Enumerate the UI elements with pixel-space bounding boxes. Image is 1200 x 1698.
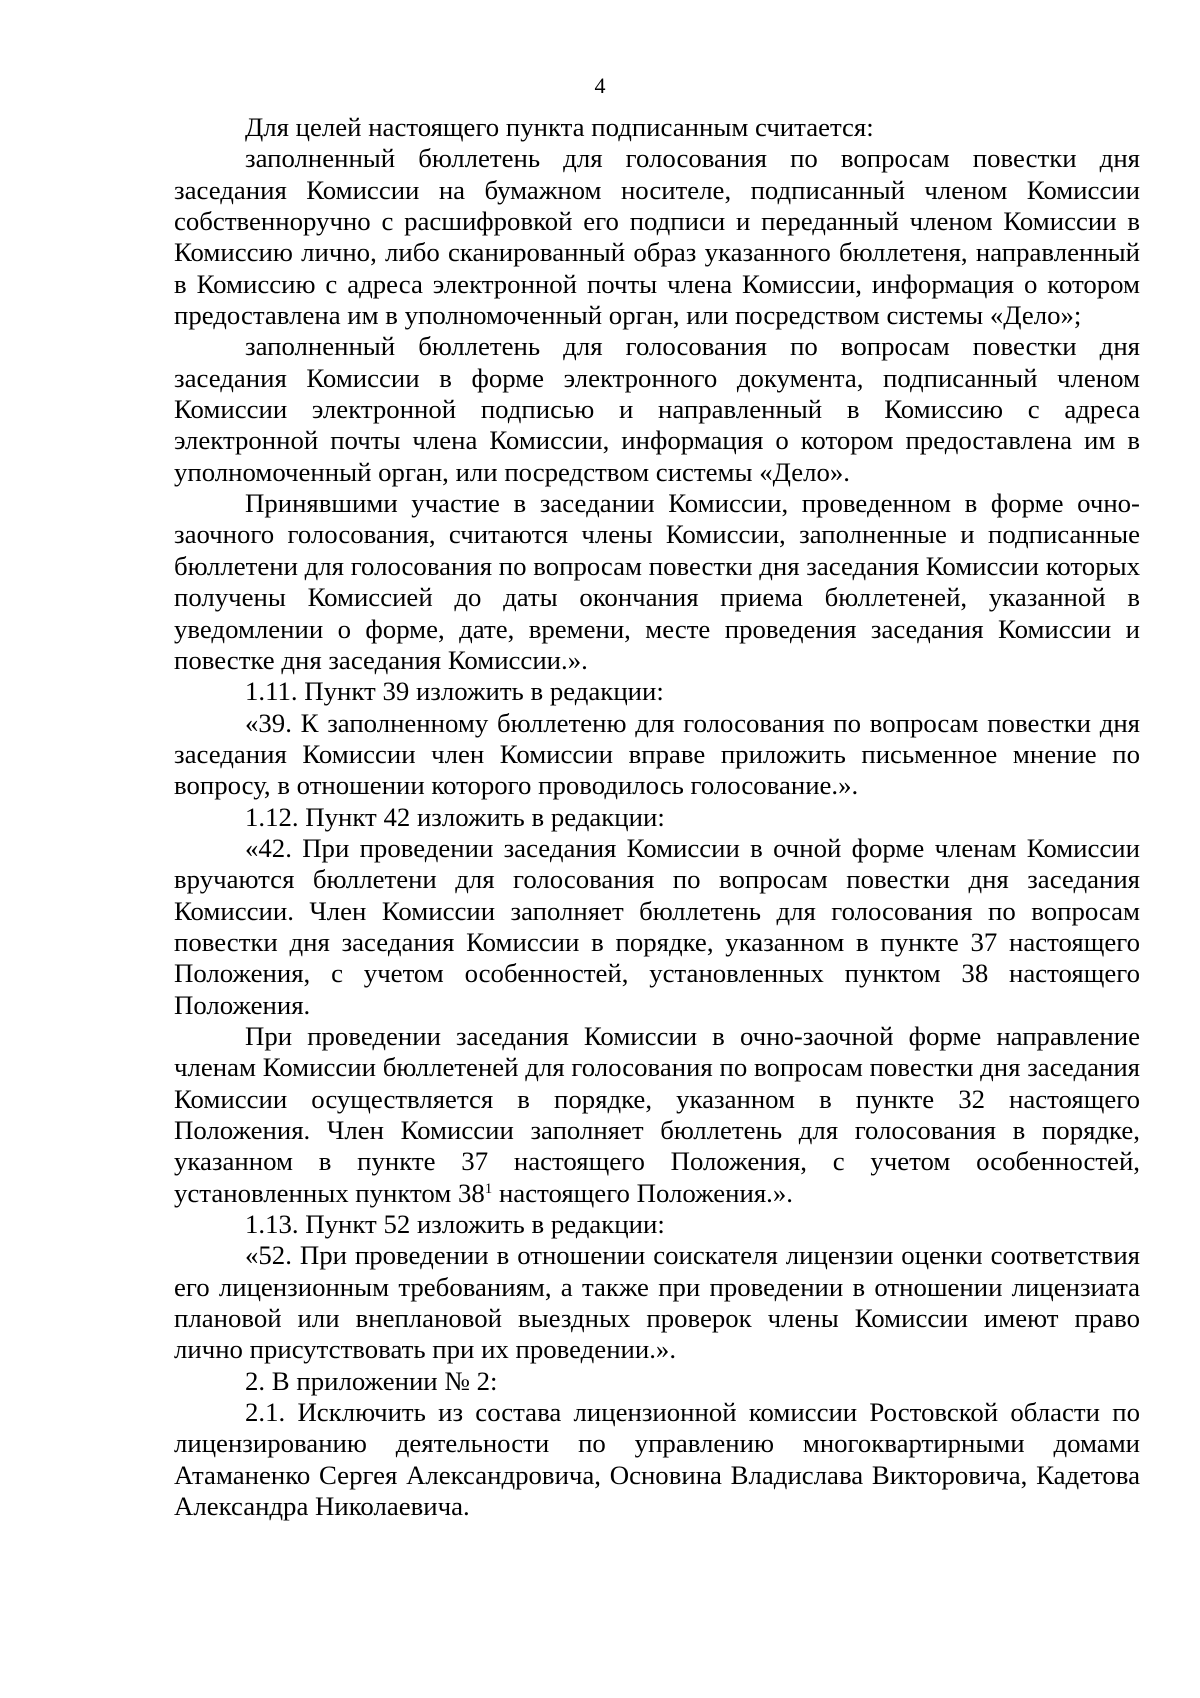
paragraph-mixed-form-text: При проведении заседания Комиссии в очно-заочной форме направление членам Комиссии бюллетеней для голосования по вопросам повестки дня заседания Комиссии осуществляется в порядке, указанном в пункте 32 настоящего Положения. Член Комиссии заполняет бюллетень для голосования в порядке, указанном в пункте 37 настоящего Положения, с учетом особенностей, установленных пунктом 38 — [174, 1020, 1140, 1208]
paragraph-clause-39: «39. К заполненному бюллетеню для голосования по вопросам повестки дня заседания Комиссии член Комиссии вправе приложить письменное мнение по вопросу, в отношении которого проводилось голосование.». — [174, 707, 1140, 801]
superscript-marker: 1 — [484, 1180, 493, 1197]
paragraph-paper-ballot: заполненный бюллетень для голосования по вопросам повестки дня заседания Комиссии на бумажном носителе, подписанный членом Комиссии собственноручно с расшифровкой его подписи и переданный членом Комиссии в Комиссию лично, либо сканированный образ указанного бюллетеня, направленный в Комиссию с адреса электронной почты члена Комиссии, информация о котором предоставлена им в уполномоченный орган, или посредством системы «Дело»; — [174, 143, 1140, 331]
paragraph-item-2-1: 2.1. Исключить из состава лицензионной комиссии Ростовской области по лицензированию деятельности по управлению многоквартирными домами Атаманенко Сергея Александровича, Основина Владислава Викторовича, Кадетова Александра Николаевича. — [174, 1397, 1140, 1522]
paragraph-participants: Принявшими участие в заседании Комиссии, проведенном в форме очно-заочного голосования, считаются члены Комиссии, заполненные и подписанные бюллетени для голосования по вопросам повестки дня заседания Комиссии которых получены Комиссией до даты окончания приема бюллетеней, указанной в уведомлении о форме, дате, времени, месте проведения заседания Комиссии и повестке дня заседания Комиссии.». — [174, 488, 1140, 675]
paragraph-item-1-12: 1.12. Пункт 42 изложить в редакции: — [245, 801, 665, 832]
paragraph-signed-definition: Для целей настоящего пункта подписанным считается: — [245, 112, 874, 142]
paragraph-item-1-13: 1.13. Пункт 52 изложить в редакции: — [245, 1209, 665, 1240]
paragraph-clause-52: «52. При проведении в отношении соискателя лицензии оценки соответствия его лицензионным требованиям, а также при проведении в отношении лицензиата плановой или внеплановой выездных проверок члены Комиссии имеют право лично присутствовать при их проведении.». — [174, 1240, 1140, 1365]
paragraph-clause-42: «42. При проведении заседания Комиссии в очной форме членам Комиссии вручаются бюллетени для голосования по вопросам повестки дня заседания Комиссии. Член Комиссии заполняет бюллетень для голосования по вопросам повестки дня заседания Комиссии в порядке, указанном в пункте 37 настоящего Положения, с учетом особенностей, установленных пунктом 38 настоящего Положения. — [174, 832, 1140, 1020]
paragraph-mixed-form-tail: настоящего Положения.». — [492, 1177, 793, 1208]
paragraph-mixed-form-meeting — [174, 1021, 1140, 1209]
paragraph-item-1-11: 1.11. Пункт 39 изложить в редакции: — [245, 676, 664, 707]
page-number: 4 — [594, 73, 606, 98]
paragraph-electronic-ballot: заполненный бюллетень для голосования по вопросам повестки дня заседания Комиссии в форме электронного документа, подписанный членом Комиссии электронной подписью и направленный в Комиссию с адреса электронной почты члена Комиссии, информация о котором предоставлена им в уполномоченный орган, или посредством системы «Дело». — [174, 331, 1140, 487]
paragraph-appendix-2: 2. В приложении № 2: — [245, 1365, 498, 1396]
document-body — [174, 112, 1140, 1522]
